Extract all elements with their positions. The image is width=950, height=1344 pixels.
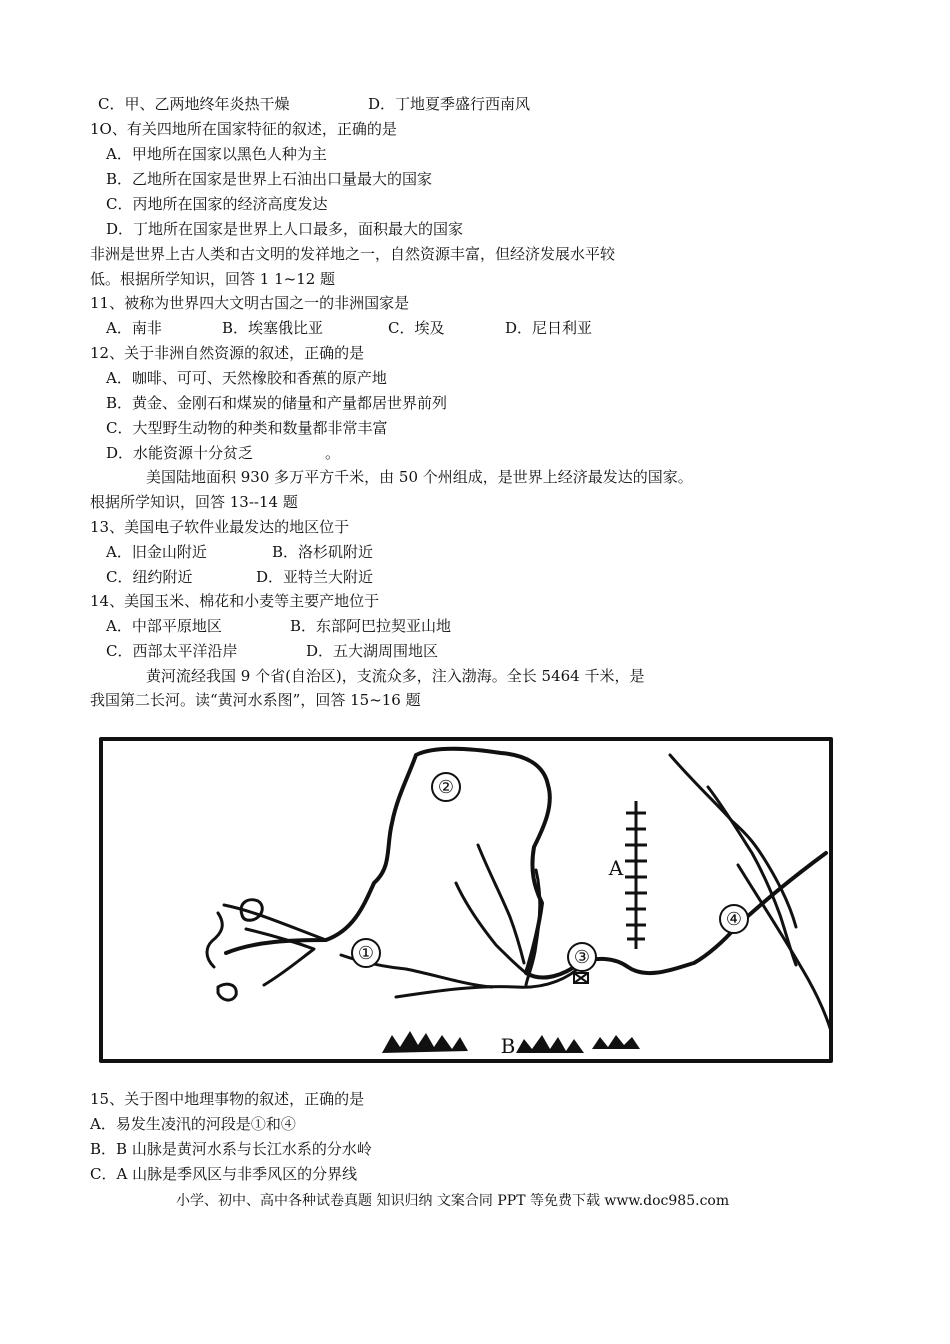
q13-option-c: C．纽约附近	[106, 568, 193, 586]
q10-option-c: C．丙地所在国家的经济高度发达	[106, 195, 328, 213]
q14-option-c: C．西部太平洋沿岸	[106, 642, 238, 660]
yellow-river-system-map	[96, 735, 838, 1065]
usa-intro-line1: 美国陆地面积 930 多万平方千米，由 50 个州组成，是世界上经济最发达的国家。	[146, 468, 693, 486]
map-label-4: ④	[725, 909, 743, 930]
q14-option-a: A．中部平原地区	[106, 617, 222, 635]
map-label-b: B	[500, 1034, 516, 1058]
q10-option-b: B．乙地所在国家是世界上石油出口量最大的国家	[106, 170, 433, 188]
q11-option-b: B．埃塞俄比亚	[222, 319, 324, 337]
q13-option-d: D．亚特兰大附近	[256, 568, 374, 586]
q14-option-d: D．五大湖周围地区	[306, 642, 439, 660]
q15-option-c: C．A 山脉是季风区与非季风区的分界线	[90, 1165, 358, 1183]
q13-option-b: B．洛杉矶附近	[272, 543, 374, 561]
q13-stem: 13、美国电子软件业最发达的地区位于	[90, 518, 350, 536]
haihe-river	[670, 755, 796, 927]
western-tributary-2	[246, 929, 314, 985]
yellow-river-intro-line2: 我国第二长河。读“黄河水系图”，回答 15~16 题	[90, 691, 421, 709]
q10-option-d: D．丁地所在国家是世界上人口最多，面积最大的国家	[106, 220, 464, 238]
q14-option-b: B．东部阿巴拉契亚山地	[290, 617, 452, 635]
q11-option-d: D．尼日利亚	[505, 319, 593, 337]
q9-option-c: C．甲、乙两地终年炎热干燥	[98, 95, 290, 113]
africa-intro-line2: 低。根据所学知识，回答 1 1~12 题	[90, 270, 336, 288]
city-marker-icon	[574, 973, 588, 983]
q12-option-b: B．黄金、金刚石和煤炭的储量和产量都居世界前列	[106, 394, 448, 412]
q14-stem: 14、美国玉米、棉花和小麦等主要产地位于	[90, 592, 380, 610]
q12-option-c: C．大型野生动物的种类和数量都非常丰富	[106, 419, 388, 437]
map-label-a: A	[608, 856, 624, 880]
q12-option-a: A．咖啡、可可、天然橡胶和香蕉的原产地	[106, 369, 387, 387]
q12-option-d: D．水能资源十分贫乏	[106, 444, 254, 462]
q15-option-b: B．B 山脉是黄河水系与长江水系的分水岭	[90, 1140, 372, 1158]
western-tributary	[224, 905, 326, 940]
source-river	[207, 913, 222, 967]
map-label-1: ①	[357, 943, 375, 964]
q10-stem: 1O、有关四地所在国家特征的叙述，正确的是	[90, 120, 397, 138]
luo-river	[478, 845, 524, 963]
north-tributary	[456, 883, 526, 973]
q11-option-a: A．南非	[106, 319, 162, 337]
africa-intro-line1: 非洲是世界上古人类和古文明的发祥地之一，自然资源丰富，但经济发展水平较	[90, 245, 616, 263]
yellow-river-intro-line1: 黄河流经我国 9 个省(自治区)，支流众多，注入渤海。全长 5464 千米，是	[146, 667, 645, 685]
yellow-river-main	[226, 749, 826, 978]
page-footer: 小学、初中、高中各种试卷真题 知识归纳 文案合同 PPT 等免费下载 www.doc985.com	[176, 1193, 730, 1209]
q13-option-a: A．旧金山附近	[106, 543, 207, 561]
q9-option-d: D．丁地夏季盛行西南风	[368, 95, 531, 113]
map-label-3: ③	[573, 947, 591, 968]
east-river	[738, 865, 831, 1031]
q11-stem: 11、被称为世界四大文明古国之一的非洲国家是	[90, 294, 410, 312]
q11-option-c: C．埃及	[388, 319, 445, 337]
yellow-river-lower-loop	[396, 965, 582, 997]
range-a-mountains	[625, 801, 647, 949]
q15-stem: 15、关于图中地理事物的叙述，正确的是	[90, 1090, 365, 1108]
q10-option-a: A．甲地所在国家以黑色人种为主	[106, 145, 327, 163]
q12-stem: 12、关于非洲自然资源的叙述，正确的是	[90, 344, 365, 362]
source-lake	[218, 984, 236, 1000]
usa-intro-line2: 根据所学知识，回答 13--14 题	[90, 493, 298, 511]
map-label-2: ②	[437, 777, 455, 798]
q15-option-a: A．易发生凌汛的河段是①和④	[90, 1115, 296, 1133]
q12-option-d-period: 。	[325, 444, 341, 462]
